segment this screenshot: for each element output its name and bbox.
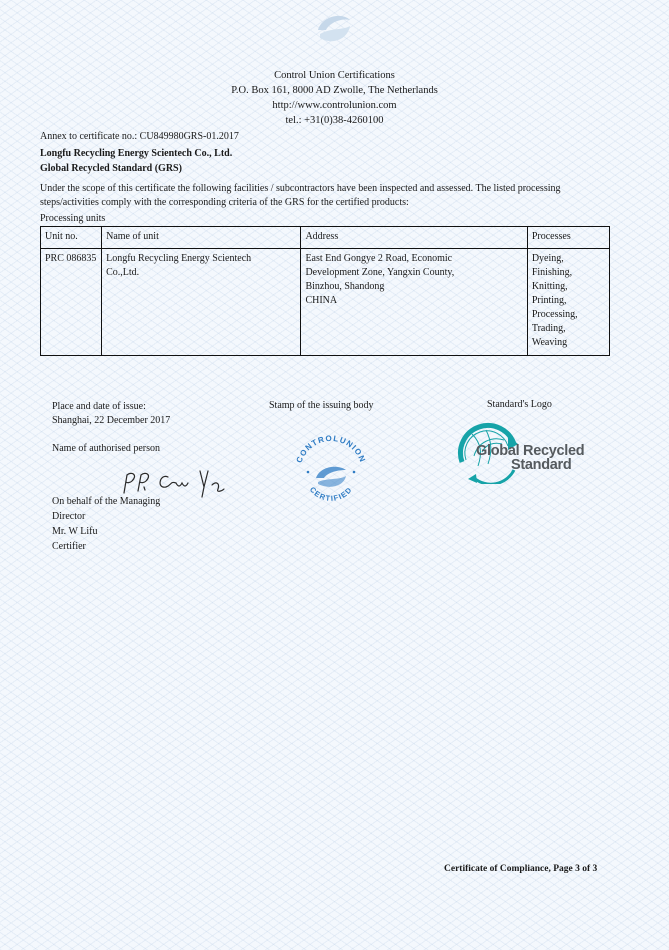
signatory-line: On behalf of the Managing xyxy=(52,496,161,507)
unit-name-line: Co.,Ltd. xyxy=(106,267,140,278)
process-item: Finishing, xyxy=(531,267,573,278)
table-row xyxy=(41,249,610,356)
process-item: Trading, xyxy=(531,323,566,334)
processing-units-table xyxy=(40,226,610,356)
processing-units-label: Processing units xyxy=(40,213,106,224)
page-footer: Certificate of Compliance, Page 3 of 3 xyxy=(444,864,598,874)
grs-logo-line: Standard xyxy=(511,457,572,473)
table-header-row xyxy=(41,227,610,249)
process-item: Processing, xyxy=(531,309,578,320)
signatory-block xyxy=(52,494,160,554)
control-union-watermark-logo xyxy=(312,8,356,50)
issuer-name: Control Union Certifications xyxy=(274,70,395,81)
grs-logo-wordmark xyxy=(476,444,584,472)
standard-name: Global Recycled Standard (GRS) xyxy=(40,163,182,174)
grs-logo-line: Global Recycled xyxy=(476,443,585,459)
process-item: Dyeing, xyxy=(531,253,564,264)
cell-address xyxy=(301,249,527,356)
column-header-processes: Processes xyxy=(527,227,609,249)
column-header-address: Address xyxy=(301,227,527,249)
annex-certificate-number: Annex to certificate no.: CU849980GRS-01.2017 xyxy=(40,131,239,142)
process-item: Printing, xyxy=(531,295,567,306)
cell-unit-no xyxy=(41,249,102,356)
issuer-header xyxy=(0,68,669,128)
control-union-stamp xyxy=(286,430,376,510)
column-header-name: Name of unit xyxy=(102,227,301,249)
issuer-address: P.O. Box 161, 8000 AD Zwolle, The Netherlands xyxy=(231,85,438,96)
unit-name-line: Longfu Recycling Energy Scientech xyxy=(106,253,252,264)
authorised-person-label: Name of authorised person xyxy=(52,443,161,454)
grs-logo xyxy=(452,422,602,484)
svg-text:CONTROLUNION: CONTROLUNION xyxy=(294,433,368,465)
cell-unit-name xyxy=(102,249,301,356)
process-item: Knitting, xyxy=(531,281,568,292)
cell-processes xyxy=(527,249,609,356)
issuer-phone: tel.: +31(0)38-4260100 xyxy=(285,115,384,126)
signatory-title: Certifier xyxy=(52,541,86,552)
signatory-name: Mr. W Lifu xyxy=(52,526,98,537)
place-date-value: Shanghai, 22 December 2017 xyxy=(52,415,171,426)
process-item: Weaving xyxy=(531,337,568,348)
issuer-website[interactable]: http://www.controlunion.com xyxy=(272,100,397,111)
place-date-label: Place and date of issue: xyxy=(52,401,146,412)
unit-no-value: PRC 086835 xyxy=(45,253,97,264)
svg-text:CERTIFIED: CERTIFIED xyxy=(307,484,355,504)
scope-statement: Under the scope of this certificate the following facilities / subcontractors have been inspected and assessed. The listed processing steps/activities comply with the corresponding criteria of the GRS for the certified products: xyxy=(40,183,561,208)
stamp-label: Stamp of the issuing body xyxy=(269,400,374,411)
column-header-unit-no: Unit no. xyxy=(41,227,102,249)
address-line: Development Zone, Yangxin County, xyxy=(305,267,455,278)
address-line: CHINA xyxy=(305,295,338,306)
standard-logo-label: Standard's Logo xyxy=(487,399,552,410)
signatory-line: Director xyxy=(52,511,86,522)
address-line: East End Gongye 2 Road, Economic xyxy=(305,253,453,264)
company-name: Longfu Recycling Energy Scientech Co., Ltd. xyxy=(40,148,233,159)
address-line: Binzhou, Shandong xyxy=(305,281,385,292)
